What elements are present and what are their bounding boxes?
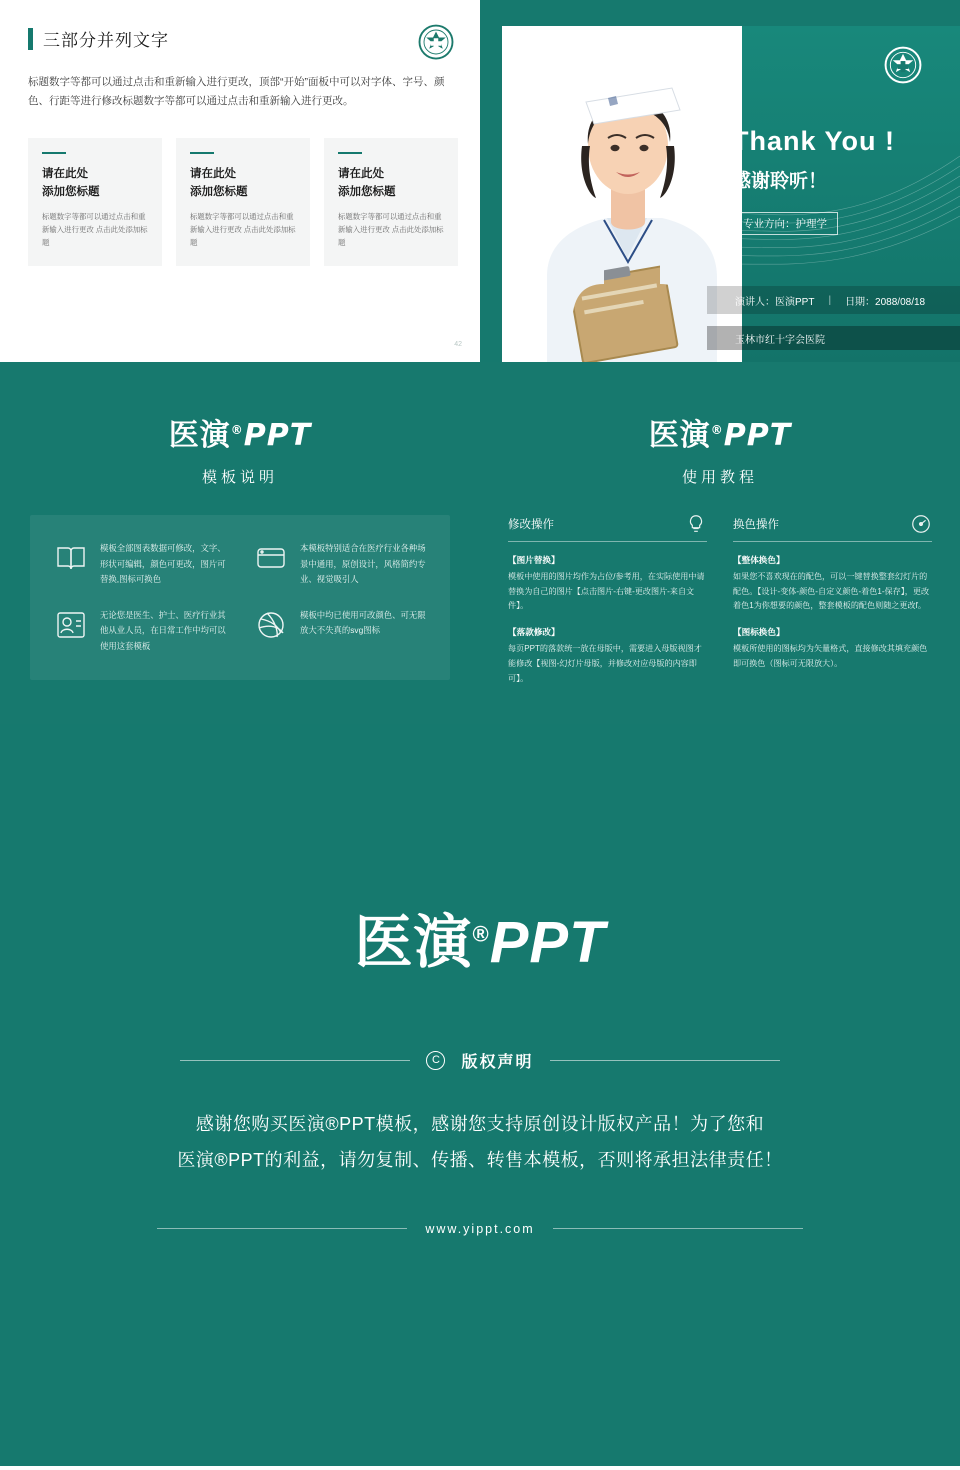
list-item: [240, 531, 440, 598]
copyright-line-1: 感谢您购买医演®PPT模板，感谢您支持原创设计版权产品！为了您和: [195, 1113, 765, 1134]
display-icon: [254, 541, 288, 575]
page-title: 三部分并列文字: [43, 31, 169, 50]
date-label: 日期：2088/08/18: [845, 296, 926, 308]
hospital-name: 玉林市红十字会医院: [707, 326, 960, 350]
card-heading: 请在此处 添加您标题: [190, 167, 248, 198]
copyright-icon: C: [426, 1051, 445, 1070]
feature-panel: [30, 515, 450, 680]
presenter-label: 演讲人：医演PPT: [735, 296, 815, 308]
brand-ppt: PPT: [243, 418, 312, 453]
list-item: [176, 138, 310, 266]
slide-usage-tutorial: [480, 362, 960, 724]
list-item: [28, 138, 162, 266]
list-item: [40, 598, 240, 665]
card-rule: [338, 152, 362, 154]
copyright-line-2: 医演®PPT的利益，请勿复制、传播、转售本模板，否则将承担法律责任！: [177, 1149, 783, 1170]
brand-cn: 医演: [648, 418, 711, 453]
slide1-title-row: [28, 26, 480, 51]
brand-logo-large: [354, 895, 605, 979]
column-header: [733, 513, 932, 542]
slide-template-description: [0, 362, 480, 724]
brand-cn: 医演: [354, 909, 473, 975]
card-body: 标题数字等都可以通过点击和重新输入进行更改 点击此处添加标题: [42, 212, 148, 248]
tutorial-column-recolor: [733, 513, 932, 686]
list-item: [40, 531, 240, 598]
feature-text: 模板中均已使用可改颜色、可无限放大不失真的svg图标: [300, 609, 426, 636]
copyright-text: [177, 1106, 782, 1178]
card-heading: 请在此处 添加您标题: [42, 167, 100, 198]
hospital-logo-icon: [884, 46, 922, 84]
brand-ppt: PPT: [723, 418, 792, 453]
thank-you-subheading: 感谢聆听！: [732, 171, 828, 192]
block-text: 模板中使用的图片均作为占位/参考用，在实际使用中请替换为自己的图片【点击图片-右键-更改图片-来自文件】。: [508, 572, 705, 611]
block-text: 如果您不喜欢现在的配色，可以一键替换整套幻灯片的配色。【设计-变体-颜色-自定义颜色-着色1-保存】，更改着色1为你想要的颜色，整套模板的配色则随之更改ľ。: [733, 572, 930, 611]
website-url[interactable]: www.yippt.com: [425, 1221, 535, 1236]
divider-left: [180, 1060, 410, 1061]
divider-right: [550, 1060, 780, 1061]
title-accent-bar: [28, 28, 33, 50]
meta-divider: |: [828, 294, 832, 306]
person-icon: [54, 608, 88, 642]
slide4-subtitle: 使用教程: [681, 469, 758, 486]
card-body: 标题数字等都可以通过点击和重新输入进行更改 点击此处添加标题: [338, 212, 444, 248]
feature-text: 无论您是医生、护士、医疗行业其他从业人员，在日常工作中均可以使用这套模板: [100, 609, 226, 651]
card-heading: 请在此处 添加您标题: [338, 167, 396, 198]
block-text: 每页PPT的落款统一放在母版中，需要进入母版视图才能修改【视图-幻灯片母版，并修改对应母版的内容即可】。: [508, 644, 702, 683]
brand-registered-mark: ®: [472, 921, 490, 947]
page-number: 42: [454, 341, 462, 348]
block-heading: 【整体换色】: [733, 555, 785, 565]
slide-three-column-text: [0, 0, 480, 362]
major-badge: 专业方向：护理学: [732, 212, 838, 235]
lightbulb-icon: [685, 513, 707, 535]
card-body: 标题数字等都可以通过点击和重新输入进行更改 点击此处添加标题: [190, 212, 296, 248]
thank-you-heading: Thank You !: [732, 126, 896, 156]
slide-copyright: [0, 724, 960, 1466]
brand-registered-mark: ®: [230, 423, 244, 437]
copyright-label: 版权声明: [461, 1053, 534, 1071]
slide2-card: [502, 26, 960, 362]
feature-text: 本模板特别适合在医疗行业各种场景中通用，原创设计，风格简约专业、视觉吸引人: [300, 543, 426, 585]
card-rule: [42, 152, 66, 154]
copyright-header: [180, 1049, 779, 1072]
block-heading: 【图标换色】: [733, 627, 785, 638]
presenter-meta-bar: [707, 286, 960, 314]
website-row: [157, 1222, 802, 1236]
tutorial-block: [508, 554, 707, 614]
dribbble-icon: [254, 608, 288, 642]
column-header: [508, 513, 707, 542]
slide-thank-you: [480, 0, 960, 362]
divider-right: [553, 1228, 803, 1229]
hospital-logo-icon: [418, 24, 454, 60]
list-item: [240, 598, 440, 665]
tutorial-column-edit: [508, 513, 707, 686]
tutorial-block: [733, 554, 932, 614]
tutorial-block: [733, 626, 932, 671]
palette-icon: [910, 513, 932, 535]
slide1-card-list: [28, 138, 480, 266]
book-icon: [54, 541, 88, 575]
block-heading: 【落款修改】: [508, 627, 560, 638]
brand-ppt: PPT: [489, 909, 606, 975]
feature-text: 模板全部图表数据可修改，文字、形状可编辑，颜色可更改，图片可替换,图标可换色: [100, 543, 226, 585]
list-item: [324, 138, 458, 266]
tutorial-columns: [508, 513, 932, 686]
brand-registered-mark: ®: [710, 423, 724, 437]
tutorial-block: [508, 626, 707, 686]
slide3-subtitle: 模板说明: [201, 469, 278, 486]
card-rule: [190, 152, 214, 154]
slide1-description: 标题数字等都可以通过点击和重新输入进行更改，顶部“开始”面板中可以对字体、字号、颜色、行距等进行修改标题数字等都可以通过点击和重新输入进行更改。: [28, 76, 445, 108]
column-title: 换色操作: [733, 519, 779, 531]
divider-left: [157, 1228, 407, 1229]
block-text: 模板所使用的图标均为矢量格式，直接修改其填充颜色即可换色（图标可无限放大）。: [733, 644, 928, 668]
brand-logo: [0, 410, 480, 454]
column-title: 修改操作: [508, 519, 554, 531]
block-heading: 【图片替换】: [508, 555, 560, 565]
brand-cn: 医演: [168, 418, 231, 453]
brand-logo: [480, 410, 960, 454]
